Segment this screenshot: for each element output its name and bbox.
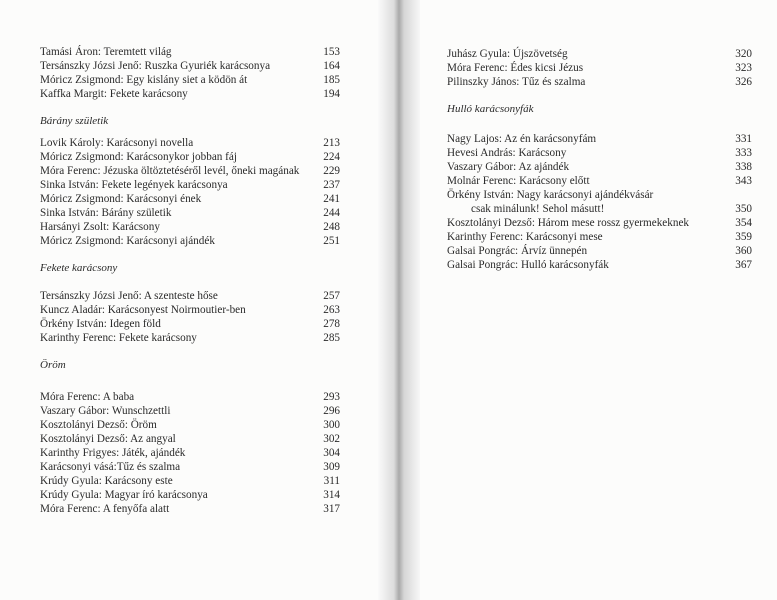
entry-page-number: 317 <box>323 503 340 515</box>
entry-title: Karinthy Ferenc: Fekete karácsony <box>40 332 197 344</box>
toc-entry-continuation <box>447 203 752 216</box>
toc-entry <box>447 133 752 146</box>
entry-title: Örkény István: Nagy karácsonyi ajándékvásár <box>447 189 654 201</box>
toc-entry <box>447 245 752 258</box>
toc-entry <box>447 175 752 188</box>
section-heading: Bárány születik <box>40 115 109 127</box>
section-heading: Hulló karácsonyfák <box>447 103 534 115</box>
entry-page-number: 367 <box>735 259 752 271</box>
toc-entry <box>40 290 340 303</box>
toc-entry <box>447 147 752 160</box>
toc-entry <box>40 179 340 192</box>
entry-title: Lovik Károly: Karácsonyi novella <box>40 137 194 149</box>
entry-title: Kosztolányi Dezső: Az angyal <box>40 433 176 445</box>
toc-entry <box>40 433 340 446</box>
entry-page-number: 314 <box>323 489 340 501</box>
entry-title: Sinka István: Fekete legények karácsonya <box>40 179 228 191</box>
entry-page-number: 251 <box>323 235 340 247</box>
entry-page-number: 354 <box>735 217 752 229</box>
toc-entry <box>447 48 752 61</box>
entry-title: Örkény István: Idegen föld <box>40 318 161 330</box>
toc-entry <box>40 74 340 87</box>
entry-page-number: 153 <box>323 46 340 58</box>
entry-page-number: 293 <box>323 391 340 403</box>
entry-title: Vaszary Gábor: Wunschzettli <box>40 405 171 417</box>
entry-title: Móra Ferenc: A baba <box>40 391 135 403</box>
entry-page-number: 333 <box>735 147 752 159</box>
entry-title: Móricz Zsigmond: Karácsonyi ajándék <box>40 235 215 247</box>
toc-entry <box>40 318 340 331</box>
toc-entry <box>40 235 340 248</box>
entry-title: Kaffka Margit: Fekete karácsony <box>40 88 188 100</box>
toc-entry <box>447 189 752 202</box>
entry-page-number: 224 <box>323 151 340 163</box>
toc-entry <box>40 332 340 345</box>
toc-entry <box>40 165 340 178</box>
book-gutter <box>378 0 420 600</box>
entry-title: Hevesi András: Karácsony <box>447 147 567 159</box>
toc-entry <box>40 419 340 432</box>
entry-title: Móricz Zsigmond: Karácsonyi ének <box>40 193 202 205</box>
entry-title: Karácsonyi vásá:Tűz és szalma <box>40 461 181 473</box>
entry-title: Harsányi Zsolt: Karácsony <box>40 221 160 233</box>
toc-entry <box>447 161 752 174</box>
toc-entry <box>447 259 752 272</box>
section-heading: Fekete karácsony <box>40 262 118 274</box>
entry-page-number: 248 <box>323 221 340 233</box>
toc-entry <box>447 231 752 244</box>
toc-entry <box>40 88 340 101</box>
toc-entry <box>40 207 340 220</box>
entry-page-number: 213 <box>323 137 340 149</box>
entry-page-number: 278 <box>323 318 340 330</box>
entry-page-number: 302 <box>323 433 340 445</box>
toc-entry <box>447 62 752 75</box>
toc-entry <box>40 461 340 474</box>
toc-entry <box>40 304 340 317</box>
entry-title: Galsai Pongrác: Árvíz ünnepén <box>447 245 588 257</box>
entry-title: csak minálunk! Sehol másutt! <box>471 203 605 215</box>
entry-page-number: 285 <box>323 332 340 344</box>
entry-title: Pilinszky János: Tűz és szalma <box>447 76 586 88</box>
toc-entry <box>40 391 340 404</box>
toc-entry <box>40 405 340 418</box>
entry-page-number: 300 <box>323 419 340 431</box>
entry-page-number: 229 <box>323 165 340 177</box>
section-heading: Öröm <box>40 359 66 371</box>
entry-page-number: 164 <box>323 60 340 72</box>
entry-page-number: 331 <box>735 133 752 145</box>
entry-title: Kosztolányi Dezső: Három mese rossz gyermekeknek <box>447 217 690 229</box>
toc-entry <box>40 503 340 516</box>
toc-entry <box>447 76 752 89</box>
entry-title: Karinthy Frigyes: Játék, ajándék <box>40 447 186 459</box>
entry-page-number: 296 <box>323 405 340 417</box>
entry-page-number: 241 <box>323 193 340 205</box>
entry-page-number: 194 <box>323 88 340 100</box>
entry-page-number: 304 <box>323 447 340 459</box>
entry-page-number: 311 <box>323 475 340 487</box>
entry-page-number: 309 <box>323 461 340 473</box>
right-page <box>408 0 777 600</box>
entry-title: Krúdy Gyula: Magyar író karácsonya <box>40 489 208 501</box>
entry-page-number: 237 <box>323 179 340 191</box>
entry-title: Molnár Ferenc: Karácsony előtt <box>447 175 590 187</box>
entry-title: Móra Ferenc: A fenyőfa alatt <box>40 503 170 515</box>
entry-page-number: 326 <box>735 76 752 88</box>
entry-title: Tersánszky Józsi Jenő: Ruszka Gyuriék karácsonya <box>40 60 271 72</box>
entry-page-number: 185 <box>323 74 340 86</box>
entry-page-number: 359 <box>735 231 752 243</box>
entry-title: Sinka István: Bárány születik <box>40 207 172 219</box>
entry-title: Tamási Áron: Teremtett világ <box>40 46 172 58</box>
entry-title: Móricz Zsigmond: Egy kislány siet a ködön át <box>40 74 248 86</box>
entry-title: Móra Ferenc: Édes kicsi Jézus <box>447 62 584 74</box>
toc-entry <box>40 60 340 73</box>
entry-title: Galsai Pongrác: Hulló karácsonyfák <box>447 259 609 271</box>
toc-entry <box>40 137 340 150</box>
entry-page-number: 338 <box>735 161 752 173</box>
entry-title: Krúdy Gyula: Karácsony este <box>40 475 173 487</box>
entry-title: Vaszary Gábor: Az ajándék <box>447 161 570 173</box>
entry-page-number: 320 <box>735 48 752 60</box>
entry-title: Móra Ferenc: Jézuska öltöztetéséről levél, őneki magának <box>40 165 300 177</box>
toc-entry <box>447 217 752 230</box>
entry-title: Móricz Zsigmond: Karácsonykor jobban fáj <box>40 151 237 163</box>
entry-title: Kuncz Aladár: Karácsonyest Noirmoutier-ben <box>40 304 246 316</box>
toc-entry <box>40 221 340 234</box>
entry-page-number: 263 <box>323 304 340 316</box>
toc-entry <box>40 46 340 59</box>
entry-page-number: 257 <box>323 290 340 302</box>
entry-page-number: 343 <box>735 175 752 187</box>
toc-entry <box>40 193 340 206</box>
entry-title: Nagy Lajos: Az én karácsonyfám <box>447 133 597 145</box>
entry-title: Kosztolányi Dezső: Öröm <box>40 419 157 431</box>
toc-entry <box>40 489 340 502</box>
entry-page-number: 244 <box>323 207 340 219</box>
entry-page-number: 323 <box>735 62 752 74</box>
entry-title: Juhász Gyula: Újszövetség <box>447 48 568 60</box>
entry-page-number: 360 <box>735 245 752 257</box>
toc-entry <box>40 475 340 488</box>
entry-title: Tersánszky Józsi Jenő: A szenteste hőse <box>40 290 218 302</box>
entry-title: Karinthy Ferenc: Karácsonyi mese <box>447 231 603 243</box>
toc-entry <box>40 151 340 164</box>
entry-page-number: 350 <box>735 203 752 215</box>
toc-entry <box>40 447 340 460</box>
